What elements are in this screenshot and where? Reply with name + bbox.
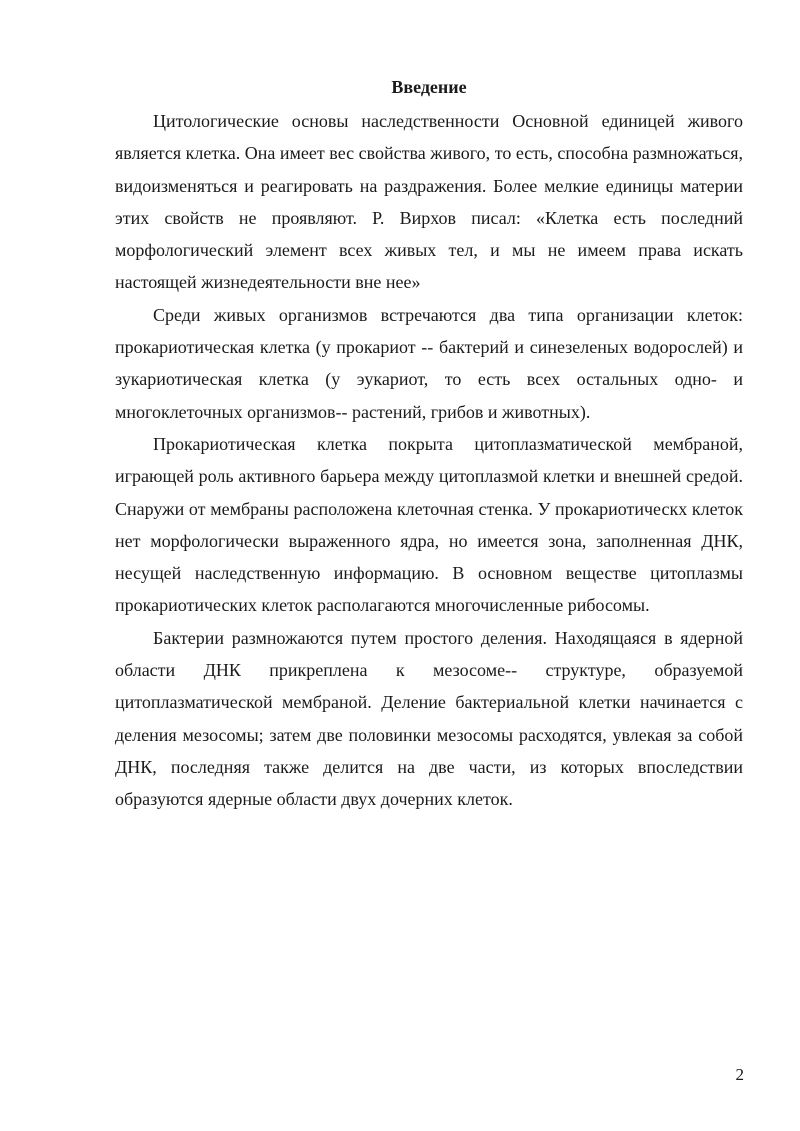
paragraph-3: Прокариотическая клетка покрыта цитоплазматической мембраной, играющей роль активного барьера между цитоплазмой клетки и внешней средой. Снаружи от мембраны расположена клеточная стенка. У прокариотическх клеток нет морфологически выраженного ядра, но имеется зона, заполненная ДНК, несущей наследственную информацию. В основном веществе цитоплазмы прокариотических клеток располагаются многочисленные рибосомы. [115,433,743,616]
section-heading: Введение [391,77,467,97]
paragraph-1: Цитологические основы наследственности Основной единицей живого является клетка. Она имеет вес свойства живого, то есть, способна размножаться, видоизменяться и реагировать на раздражения. Более мелкие единицы материи этих свойств не проявляют. Р. Вирхов писал: «Клетка есть последний морфологический элемент всех живых тел, и мы не имеем права искать настоящей жизнедеятельности вне нее» [115,111,743,293]
page-number: 2 [735,1065,744,1084]
paragraph-2: Среди живых организмов встречаются два типа организации клеток: прокариотическая клетка (у прокариот -- бактерий и синезеленых водорослей) и зукариотическая клетка (у эукариот, то есть всех остальных одно- и многоклеточных организмов-- растений, грибов и животных). [115,304,743,422]
paragraph-4: Бактерии размножаются путем простого деления. Находящаяся в ядерной области ДНК прикреплена к мезосоме-- структуре, образуемой цитоплазматической мембраной. Деление бактериальной клетки начинается с деления мезосомы; затем две половинки мезосомы расходятся, увлекая за собой ДНК, последняя также делится на две части, из которых впоследствии образуются ядерные области двух дочерних клеток. [115,627,743,810]
page-content [115,72,743,816]
